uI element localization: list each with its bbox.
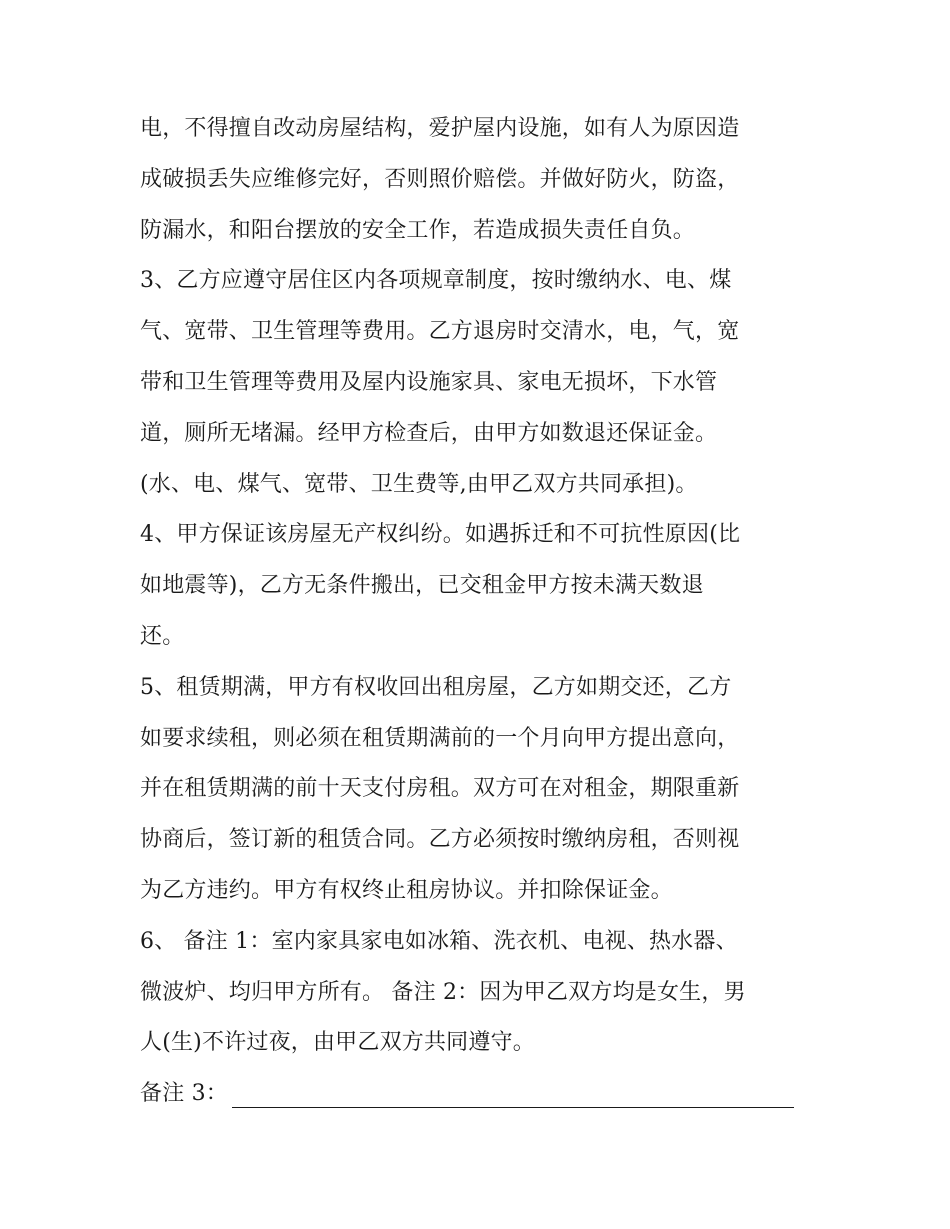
text-line: 如地震等)，乙方无条件搬出，已交租金甲方按未满天数退 xyxy=(140,573,704,599)
clause-3-line: 3、乙方应遵守居住区内各项规章制度，按时缴纳水、电、煤 xyxy=(140,268,732,294)
text-line: 微波炉、均归甲方所有。 备注 2：因为甲乙双方均是女生，男 xyxy=(140,979,746,1005)
text-line: 如要求续租，则必须在租赁期满前的一个月向甲方提出意向， xyxy=(140,725,740,751)
clause-4-line: 4、甲方保证该房屋无产权纠纷。如遇拆迁和不可抗性原因(比 xyxy=(140,522,741,548)
clause-5-line: 5、租赁期满，甲方有权收回出租房屋，乙方如期交还，乙方 xyxy=(140,674,732,700)
note-3-label: 备注 3： xyxy=(140,1081,228,1107)
text-line: 还。 xyxy=(140,623,185,649)
text-line: 并在租赁期满的前十天支付房租。双方可在对租金，期限重新 xyxy=(140,776,740,802)
text-line: 电，不得擅自改动房屋结构，爱护屋内设施，如有人为原因造 xyxy=(140,116,740,141)
text-line: 带和卫生管理等费用及屋内设施家具、家电无损坏，下水管 xyxy=(140,369,718,395)
text-line: 成破损丢失应维修完好，否则照价赔偿。并做好防火，防盗， xyxy=(140,166,740,192)
fill-in-blank-line xyxy=(232,1106,794,1108)
text-line: 道，厕所无堵漏。经甲方检查后，由甲方如数退还保证金。 xyxy=(140,420,718,446)
text-line: 协商后，签订新的租赁合同。乙方必须按时缴纳房租，否则视 xyxy=(140,827,740,853)
clause-6-line: 6、 备注 1：室内家具家电如冰箱、洗衣机、电视、热水器、 xyxy=(140,928,738,954)
text-line: 为乙方违约。甲方有权终止租房协议。并扣除保证金。 xyxy=(140,877,673,903)
text-line: 气、宽带、卫生管理等费用。乙方退房时交清水，电，气，宽 xyxy=(140,319,740,345)
text-line: 人(生)不许过夜，由甲乙双方共同遵守。 xyxy=(140,1030,535,1056)
note-3-row xyxy=(140,1069,820,1120)
text-line: 防漏水，和阳台摆放的安全工作，若造成损失责任自负。 xyxy=(140,217,696,243)
text-line: (水、电、煤气、宽带、卫生费等,由甲乙双方共同承担)。 xyxy=(140,471,698,497)
contract-body xyxy=(140,104,820,1120)
